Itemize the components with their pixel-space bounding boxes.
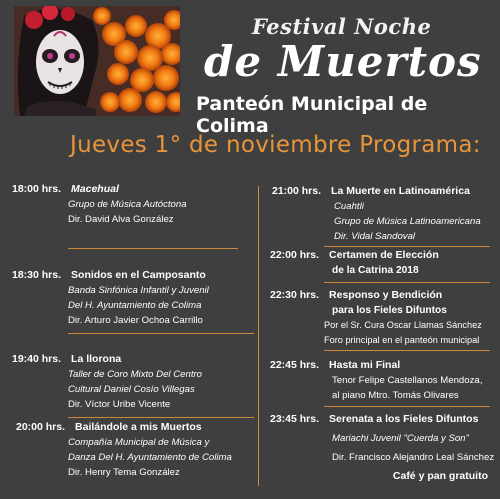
event-time: 18:00 hrs. <box>12 183 62 195</box>
event-time: 22:00 hrs. <box>270 249 320 261</box>
event-detail: Taller de Coro Mixto Del Centro <box>68 369 203 380</box>
catrina-photo <box>14 6 180 116</box>
venue-title: Panteón Municipal de Colima <box>196 93 428 137</box>
date-heading: Jueves 1° de noviembre Programa: <box>70 132 481 158</box>
event-detail: Banda Sinfónica Infantil y Juvenil <box>68 285 209 296</box>
event-time: 18:30 hrs. <box>12 269 62 281</box>
event-time: 20:00 hrs. <box>16 421 66 433</box>
event-detail: Grupo de Música Autóctona <box>68 199 187 210</box>
festival-title-line2: de Muertos <box>204 37 482 86</box>
event-title: Hasta mi Final <box>329 359 401 371</box>
event-detail: Dir. Francisco Alejandro Leal Sánchez <box>332 452 495 463</box>
event-title: Bailándole a mis Muertos <box>75 421 202 433</box>
event-detail: Grupo de Música Latinoamericana <box>334 216 481 227</box>
separator-line <box>324 282 490 283</box>
event-detail: Mariachi Juvenil "Cuerda y Son" <box>332 433 469 444</box>
event-item <box>270 248 439 278</box>
event-detail: Dir. David Alva González <box>68 214 174 225</box>
event-detail: Dir. Arturo Javier Ochoa Carrillo <box>68 315 203 326</box>
separator-line <box>68 417 254 418</box>
footer-note: Café y pan gratuito <box>392 470 488 482</box>
event-item <box>270 288 482 348</box>
event-detail: para los Fieles Difuntos <box>332 305 447 316</box>
event-time: 19:40 hrs. <box>12 353 62 365</box>
event-detail: Por el Sr. Cura Oscar Llamas Sánchez <box>324 320 482 330</box>
event-item <box>12 182 187 227</box>
event-detail: Cultural Daniel Cosío Villegas <box>68 384 195 395</box>
event-title: La Muerte en Latinoamérica <box>331 185 470 197</box>
separator-line <box>324 246 490 247</box>
catrina-image <box>14 6 180 116</box>
event-title: Responso y Bendición <box>329 289 443 301</box>
event-detail: Compañía Municipal de Música y <box>68 437 210 448</box>
event-title: Serenata a los Fieles Difuntos <box>329 413 479 425</box>
separator-line <box>324 406 490 407</box>
event-item <box>270 358 482 403</box>
event-detail: Dir. Víctor Uribe Vicente <box>68 399 171 410</box>
event-detail: de la Catrina 2018 <box>332 265 419 276</box>
event-time: 23:45 hrs. <box>270 413 320 425</box>
column-divider <box>258 186 259 486</box>
event-time: 21:00 hrs. <box>272 185 322 197</box>
event-detail: Foro principal en el panteón municipal <box>324 335 480 345</box>
event-item <box>272 184 481 244</box>
event-detail: Del H. Ayuntamiento de Colima <box>68 300 202 311</box>
separator-line <box>324 350 490 351</box>
event-detail: Cuahtli <box>334 201 364 212</box>
festival-title-line1: Festival Noche <box>252 14 432 39</box>
event-detail: Dir. Henry Tema González <box>68 467 180 478</box>
event-detail: al piano Mtro. Tomás Olivares <box>332 390 459 401</box>
event-item <box>12 420 232 480</box>
event-title: Sonidos en el Camposanto <box>71 269 206 281</box>
event-title: Macehual <box>71 183 119 195</box>
event-detail: Danza Del H. Ayuntamiento de Colima <box>68 452 232 463</box>
event-item <box>12 268 209 328</box>
event-item <box>270 412 494 465</box>
event-title: La llorona <box>71 353 122 365</box>
event-time: 22:45 hrs. <box>270 359 320 371</box>
separator-line <box>68 248 238 249</box>
event-detail: Tenor Felipe Castellanos Mendoza, <box>332 375 483 386</box>
event-detail: Dir. Vidal Sandoval <box>334 231 416 242</box>
event-title: Certamen de Elección <box>329 249 439 261</box>
event-time: 22:30 hrs. <box>270 289 320 301</box>
event-item <box>12 352 202 412</box>
separator-line <box>68 333 254 334</box>
